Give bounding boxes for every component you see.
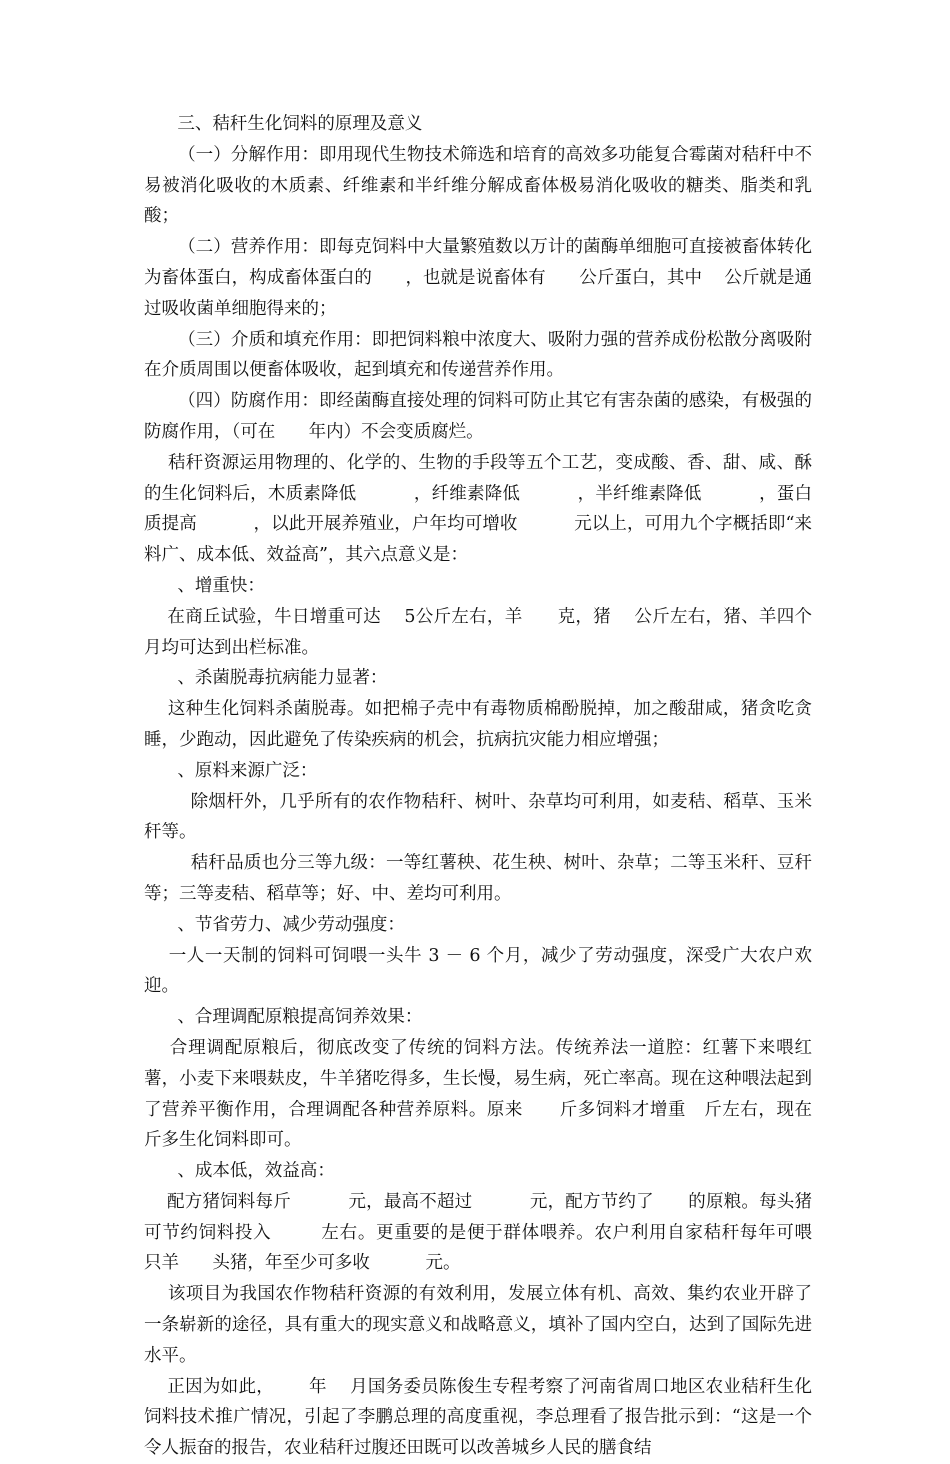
subheading: 、节省劳力、减少劳动强度：	[144, 914, 405, 935]
paragraph: （一）分解作用：即用现代生物技术筛选和培育的高效多功能复合霉菌对秸秆中不易被消化吸收的木质素、纤维素和半纤维分解成畜体极易消化吸收的糖类、脂类和乳酸；	[144, 144, 812, 227]
paragraph: 在商丘试验，牛日增重可达 5公斤左右，羊 克，猪 公斤左右，猪、羊四个月均可达到出栏标准。	[144, 606, 812, 658]
paragraph: （三）介质和填充作用：即把饲料粮中浓度大、吸附力强的营养成份松散分离吸附在介质周围以便畜体吸收，起到填充和传递营养作用。	[144, 329, 812, 381]
subheading: 、合理调配原粮提高饲养效果：	[144, 1007, 423, 1028]
paragraph: 一人一天制的饲料可饲喂一头牛 3 － 6 个月，减少了劳动强度，深受广大农户欢迎。	[144, 945, 812, 997]
paragraph: 除烟杆外，几乎所有的农作物秸秆、树叶、杂草均可利用，如麦秸、稻草、玉米秆等。	[144, 791, 812, 843]
paragraph: 正因为如此， 年 月国务委员陈俊生专程考察了河南省周口地区农业秸秆生化饲料技术推广情况，引起了李鹏总理的高度重视，李总理看了报告批示到：“这是一个令人振奋的报告，农业秸秆过腹还田既可以改善城乡人民的膳食结	[144, 1376, 812, 1459]
paragraph: 该项目为我国农作物秸秆资源的有效利用，发展立体有机、高效、集约农业开辟了一条崭新的途径，具有重大的现实意义和战略意义，填补了国内空白，达到了国际先进水平。	[144, 1284, 812, 1366]
paragraph: 秸秆品质也分三等九级：一等红薯秧、花生秧、树叶、杂草；二等玉米秆、豆秆等；三等麦秸、稻草等；好、中、差均可利用。	[144, 853, 812, 904]
document-body	[144, 109, 846, 1464]
subheading: 、原料来源广泛：	[144, 760, 318, 781]
subheading: 、成本低，效益高：	[144, 1161, 335, 1182]
paragraph: （二）营养作用：即每克饲料中大量繁殖数以万计的菌酶单细胞可直接被畜体转化为畜体蛋白，构成畜体蛋白的 ，也就是说畜体有 公斤蛋白，其中 公斤就是通过吸收菌单细胞得来的；	[144, 237, 812, 319]
section-heading: 三、秸秆生化饲料的原理及意义	[144, 114, 423, 134]
paragraph: 秸秆资源运用物理的、化学的、生物的手段等五个工艺，变成酸、香、甜、咸、酥的生化饲料后，木质素降低 ，纤维素降低 ，半纤维素降低 ，蛋白质提高 ，以此开展养殖业，户年均可增收 元以上，可用九个字概括即“来料广、成本低、效益高”，其六点意义是：	[144, 452, 812, 566]
subheading: 、增重快：	[144, 575, 265, 596]
paragraph: 合理调配原粮后，彻底改变了传统的饲料方法。传统养法一道腔：红薯下来喂红薯，小麦下来喂麸皮，牛羊猪吃得多，生长慢，易生病，死亡率高。现在这种喂法起到了营养平衡作用，合理调配各种营养原料。原来 斤多饲料才增重 斤左右，现在 斤多生化饲料即可。	[144, 1037, 835, 1151]
paragraph: 这种生化饲料杀菌脱毒。如把棉子壳中有毒物质棉酚脱掉，加之酸甜咸，猪贪吃贪睡，少跑动，因此避免了传染疾病的机会，抗病抗灾能力相应增强；	[144, 699, 812, 750]
subheading: 、杀菌脱毒抗病能力显著：	[144, 668, 388, 689]
paragraph: （四）防腐作用：即经菌酶直接处理的饲料可防止其它有害杂菌的感染，有极强的防腐作用，（可在 年内）不会变质腐烂。	[144, 391, 812, 442]
paragraph: 配方猪饲料每斤 元，最高不超过 元，配方节约了 的原粮。每头猪可节约饲料投入 左右。更重要的是便于群体喂养。农户利用自家秸秆每年可喂 只羊 头猪，年至少可多收 元。	[144, 1191, 846, 1274]
